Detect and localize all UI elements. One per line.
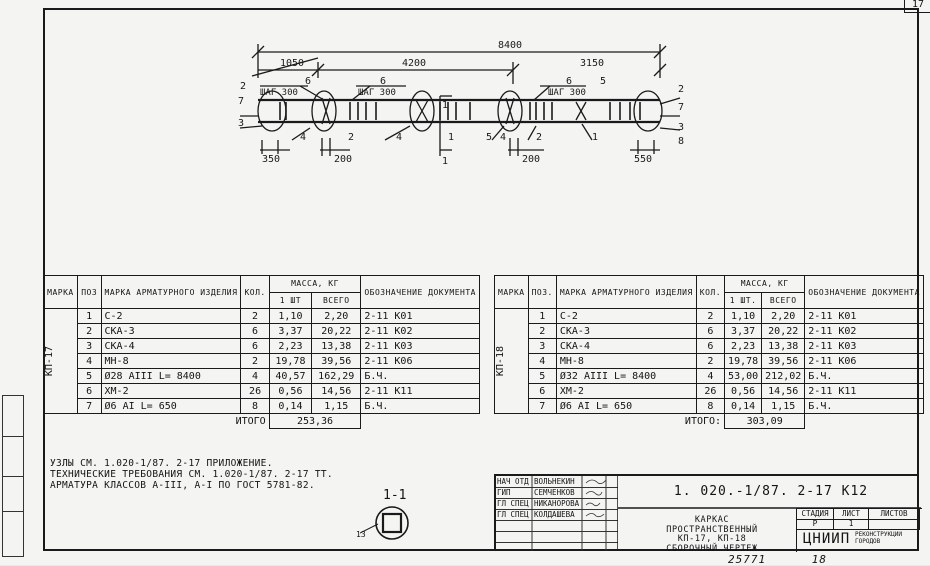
cell-mass-total: 39,56 <box>762 354 805 369</box>
title-line: СБОРОЧНЫЙ ЧЕРТЕЖ <box>666 543 758 554</box>
dim-seg-3: 3150 <box>580 58 605 69</box>
cell-mass-total: 39,56 <box>312 354 361 369</box>
title-line: КАРКАС <box>694 515 730 525</box>
signatures <box>496 476 618 551</box>
cell-doc: 2-11 К02 <box>361 324 480 339</box>
cell-doc: Б.Ч. <box>805 399 924 414</box>
footer-number: 25771 <box>728 553 767 566</box>
header-doc: ОБОЗНАЧЕНИЕ ДОКУМЕНТА <box>361 276 480 309</box>
total-value: 303,09 <box>725 414 805 429</box>
cell-qty: 6 <box>696 324 724 339</box>
cell-poz: 6 <box>528 384 556 399</box>
cell-qty: 8 <box>696 399 724 414</box>
spec-table-kp17 <box>43 275 480 429</box>
cell-mass-total: 2,20 <box>312 309 361 324</box>
stage-block <box>796 508 922 552</box>
pos-label: 2 <box>678 84 685 95</box>
cell-mass-one: 0,56 <box>725 384 762 399</box>
dim-seg-2: 4200 <box>402 58 427 69</box>
org-subtitle <box>855 531 902 545</box>
cell-mass-total: 2,20 <box>762 309 805 324</box>
pos-label: 2 <box>240 81 247 92</box>
pos-label: 1 <box>448 132 455 143</box>
pos-label: 5 <box>486 132 493 143</box>
section-mark-bottom: 1 <box>442 156 449 167</box>
pos-label: 6 <box>305 76 312 87</box>
note-line: АРМАТУРА КЛАССОВ А-III, А-I ПО ГОСТ 5781-82. <box>50 480 315 491</box>
pos-label: 2 <box>348 132 355 143</box>
title-block <box>494 474 919 554</box>
cell-poz: 4 <box>77 354 101 369</box>
cell-mass-one: 53,00 <box>725 369 762 384</box>
document-code: 1. 020.-1/87. 2-17 К12 <box>673 484 869 499</box>
note-line: ТЕХНИЧЕСКИЕ ТРЕБОВАНИЯ СМ. 1.020-1/87. 2-17 ТТ. <box>50 469 333 480</box>
node-callout-2 <box>312 91 336 131</box>
cell-poz: 1 <box>528 309 556 324</box>
cell-doc: 2-11 К11 <box>805 384 924 399</box>
title-line: КП-17, КП-18 <box>677 534 747 544</box>
pos-label: 7 <box>238 96 245 107</box>
pos-label: 7 <box>678 102 685 113</box>
cell-mass-one: 40,57 <box>269 369 311 384</box>
cell-item: Ø6 АI L= 650 <box>556 399 696 414</box>
cell-qty: 6 <box>241 339 269 354</box>
sheet-number: 17 <box>904 0 930 13</box>
cell-item: Ø32 АIII L= 8400 <box>556 369 696 384</box>
header-doc: ОБОЗНАЧЕНИЕ ДОКУМЕНТА <box>805 276 924 309</box>
pos-label: 5 <box>600 76 607 87</box>
cell-doc: 2-11 К11 <box>361 384 480 399</box>
pitch-label-1: ШАГ 300 <box>260 88 298 98</box>
pos-label: 6 <box>566 76 573 87</box>
header-marka: МАРКА <box>495 276 529 309</box>
header-mass-total: ВСЕГО <box>312 292 361 309</box>
sig-row: ГИП СЕМЧЕНКОВ <box>496 487 618 499</box>
total-value: 253,36 <box>269 414 361 429</box>
dim-550: 550 <box>634 154 653 165</box>
cell-doc: 2-11 К03 <box>361 339 480 354</box>
cell-qty: 2 <box>241 354 269 369</box>
pos-label: 8 <box>678 136 685 147</box>
cell-mass-one: 3,37 <box>725 324 762 339</box>
section-mark-top: 1 <box>442 100 449 111</box>
cell-poz: 1 <box>77 309 101 324</box>
cell-qty: 2 <box>241 309 269 324</box>
cell-mass-total: 212,02 <box>762 369 805 384</box>
assembly-mark: КП-18 <box>495 345 506 377</box>
section-ref: 13 <box>356 530 366 539</box>
cell-mass-one: 3,37 <box>269 324 311 339</box>
dim-200-a: 200 <box>334 154 353 165</box>
dim-overall: 8400 <box>498 40 523 51</box>
header-mass-total: ВСЕГО <box>762 292 805 309</box>
cell-item: С-2 <box>556 309 696 324</box>
binding-strip <box>2 395 24 557</box>
cell-doc: 2-11 К01 <box>361 309 480 324</box>
cell-mass-total: 1,15 <box>312 399 361 414</box>
total-label: ИТОГО: <box>495 414 725 429</box>
cell-qty: 2 <box>696 309 724 324</box>
cell-mass-one: 1,10 <box>725 309 762 324</box>
cell-doc: 2-11 К06 <box>805 354 924 369</box>
header-poz: ПОЗ <box>77 276 101 309</box>
document-title <box>632 516 792 554</box>
pitch-label-2: ШАГ 300 <box>358 88 396 98</box>
cell-poz: 7 <box>528 399 556 414</box>
header-marka: МАРКА <box>44 276 78 309</box>
cell-mass-total: 162,29 <box>312 369 361 384</box>
pos-label: 3 <box>238 118 245 129</box>
cell-doc: 2-11 К03 <box>805 339 924 354</box>
cell-poz: 3 <box>528 339 556 354</box>
total-label: ИТОГО <box>44 414 270 429</box>
cell-doc: 2-11 К02 <box>805 324 924 339</box>
cell-mass-one: 2,23 <box>269 339 311 354</box>
handwritten-footer <box>728 553 827 566</box>
header-mass: МАССА, КГ <box>269 276 361 293</box>
header-mass-one: 1 ШТ. <box>725 292 762 309</box>
cell-item: СКА-4 <box>101 339 241 354</box>
pos-label: 2 <box>536 132 543 143</box>
cell-item: МН-8 <box>101 354 241 369</box>
cell-poz: 5 <box>528 369 556 384</box>
node-callout-5 <box>634 91 662 131</box>
pitch-label-3: ШАГ 300 <box>548 88 586 98</box>
cell-item: С-2 <box>101 309 241 324</box>
org-logo: ЦНИИП <box>803 531 851 547</box>
dim-350: 350 <box>262 154 281 165</box>
pos-label: 3 <box>678 122 685 133</box>
general-notes <box>50 458 333 491</box>
section-title: 1-1 <box>383 488 407 503</box>
cell-doc: Б.Ч. <box>361 399 480 414</box>
cell-item: СКА-4 <box>556 339 696 354</box>
cell-item: ХМ-2 <box>556 384 696 399</box>
cell-mass-total: 20,22 <box>312 324 361 339</box>
header-mass: МАССА, КГ <box>725 276 805 293</box>
cell-poz: 5 <box>77 369 101 384</box>
cell-poz: 6 <box>77 384 101 399</box>
sheets-header: ЛИСТОВ <box>869 509 920 520</box>
cell-mass-total: 20,22 <box>762 324 805 339</box>
cell-poz: 2 <box>528 324 556 339</box>
cell-item: ХМ-2 <box>101 384 241 399</box>
sheet-value: 1 <box>834 519 869 530</box>
sig-row: ГЛ СПЕЦ НИКАНОРОВА <box>496 498 618 510</box>
header-item: МАРКА АРМАТУРНОГО ИЗДЕЛИЯ <box>101 276 241 309</box>
cell-qty: 6 <box>241 324 269 339</box>
cell-qty: 2 <box>696 354 724 369</box>
cell-mass-total: 14,56 <box>312 384 361 399</box>
footer-page: 18 <box>811 553 827 566</box>
cell-doc: 2-11 К01 <box>805 309 924 324</box>
cell-mass-total: 13,38 <box>762 339 805 354</box>
sig-row: ГЛ СПЕЦ КОЛДАШЕВА <box>496 509 618 521</box>
cell-mass-total: 13,38 <box>312 339 361 354</box>
sig-row: НАЧ ОТД ВОЛЬНЕКИН <box>496 476 618 488</box>
spec-table-kp18 <box>494 275 924 429</box>
cell-poz: 4 <box>528 354 556 369</box>
cell-poz: 7 <box>77 399 101 414</box>
pos-label: 1 <box>592 132 599 143</box>
cell-doc: 2-11 К06 <box>361 354 480 369</box>
stage-value: Р <box>797 519 834 530</box>
cell-mass-total: 14,56 <box>762 384 805 399</box>
cell-item: СКА-3 <box>101 324 241 339</box>
header-poz: ПОЗ. <box>528 276 556 309</box>
header-qty: КОЛ. <box>241 276 269 309</box>
cell-mass-one: 0,14 <box>725 399 762 414</box>
cell-mass-one: 0,14 <box>269 399 311 414</box>
assembly-mark: КП-17 <box>44 345 55 377</box>
cell-item: Ø6 АI L= 650 <box>101 399 241 414</box>
cell-mass-total: 1,15 <box>762 399 805 414</box>
dim-seg-1: 1050 <box>280 58 305 69</box>
cell-qty: 26 <box>241 384 269 399</box>
org-subtitle-line: ГОРОДОВ <box>855 538 881 545</box>
sig-grid <box>496 476 618 551</box>
cell-mass-one: 0,56 <box>269 384 311 399</box>
note-line: УЗЛЫ СМ. 1.020-1/87. 2-17 ПРИЛОЖЕНИЕ. <box>50 458 273 469</box>
cell-qty: 4 <box>696 369 724 384</box>
cell-mass-one: 19,78 <box>269 354 311 369</box>
org-subtitle-line: РЕКОНСТРУКЦИИ <box>855 531 902 538</box>
cell-item: МН-8 <box>556 354 696 369</box>
cell-doc: Б.Ч. <box>361 369 480 384</box>
cell-doc: Б.Ч. <box>805 369 924 384</box>
pos-label: 4 <box>500 132 507 143</box>
pos-label: 4 <box>396 132 403 143</box>
pos-label: 4 <box>300 132 307 143</box>
sheets-value <box>869 519 920 530</box>
cell-qty: 6 <box>696 339 724 354</box>
cell-mass-one: 19,78 <box>725 354 762 369</box>
cell-qty: 8 <box>241 399 269 414</box>
pos-label: 6 <box>380 76 387 87</box>
rebar-cage-elevation <box>230 38 690 168</box>
cell-item: Ø28 АIII L= 8400 <box>101 369 241 384</box>
dim-200-b: 200 <box>522 154 541 165</box>
header-qty: КОЛ. <box>696 276 724 309</box>
header-item: МАРКА АРМАТУРНОГО ИЗДЕЛИЯ <box>556 276 696 309</box>
sheet-header: ЛИСТ <box>834 509 869 520</box>
stage-header: СТАДИЯ <box>797 509 834 520</box>
cell-qty: 4 <box>241 369 269 384</box>
cell-mass-one: 2,23 <box>725 339 762 354</box>
header-mass-one: 1 ШТ <box>269 292 311 309</box>
title-line: ПРОСТРАНСТВЕННЫЙ <box>666 524 758 535</box>
cell-qty: 26 <box>696 384 724 399</box>
cell-poz: 3 <box>77 339 101 354</box>
cell-poz: 2 <box>77 324 101 339</box>
cell-item: СКА-3 <box>556 324 696 339</box>
cell-mass-one: 1,10 <box>269 309 311 324</box>
